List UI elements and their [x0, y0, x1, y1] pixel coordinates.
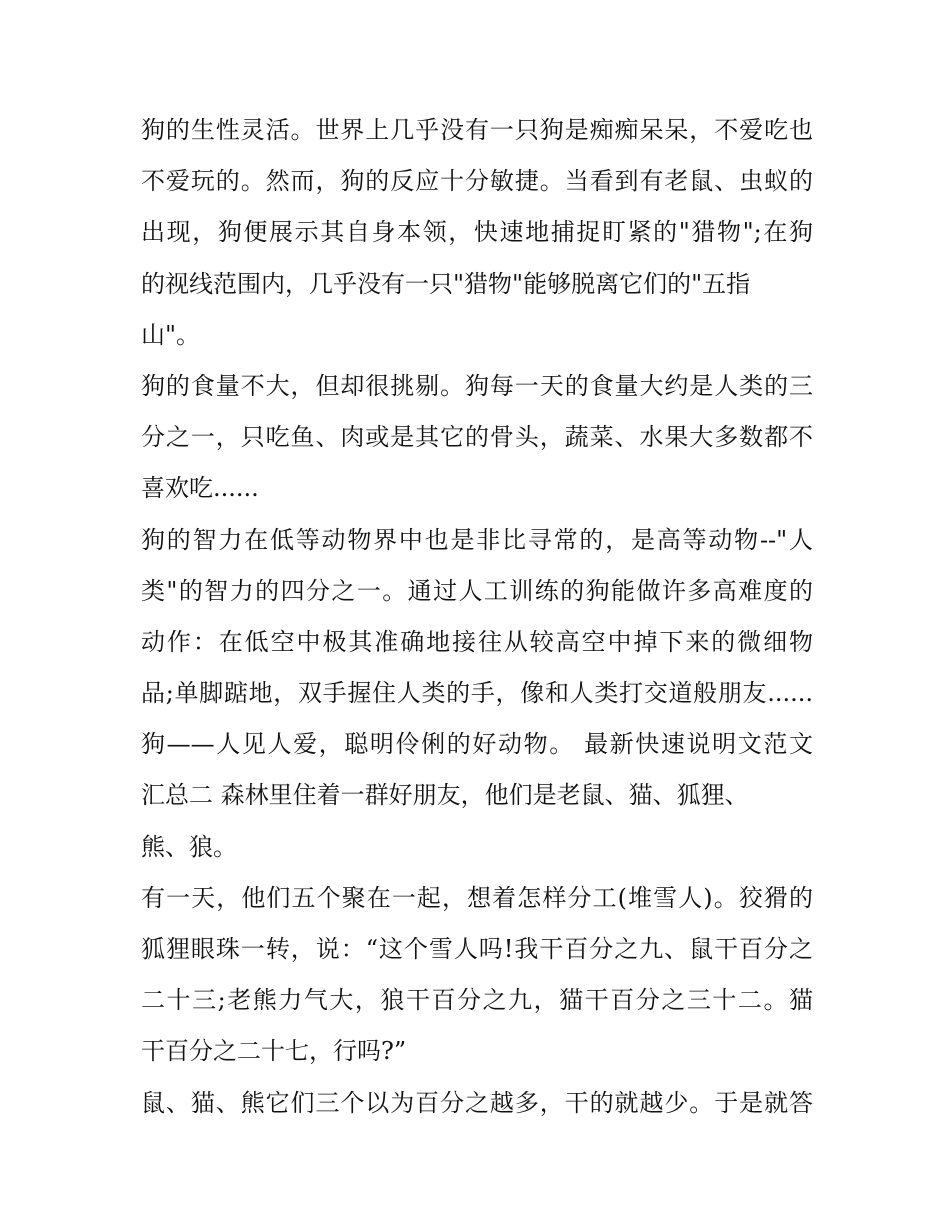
text-line: 品;单脚踮地，双手握住人类的手，像和人类打交道般朋友......	[141, 679, 813, 708]
text-line: 熊、狼。	[141, 832, 237, 861]
document-body	[141, 105, 813, 1129]
text-line: 类"的智力的四分之一。通过人工训练的狗能做许多高难度的	[141, 576, 813, 605]
text-line: 的视线范围内，几乎没有一只"猎物"能够脱离它们的"五指	[141, 269, 751, 298]
text-line: 狗的生性灵活。世界上几乎没有一只狗是痴痴呆呆，不爱吃也	[141, 116, 813, 144]
text-line: 鼠、猫、熊它们三个以为百分之越多，干的就越少。于是就答	[141, 1088, 813, 1117]
text-line: 分之一，只吃鱼、肉或是其它的骨头，蔬菜、水果大多数都不	[141, 423, 813, 452]
text-line: 狗的食量不大，但却很挑剔。狗每一天的食量大约是人类的三	[141, 371, 813, 400]
text-line: 狐狸眼珠一转，说：“这个雪人吗!我干百分之九、鼠干百分之	[141, 935, 813, 963]
text-line: 不爱玩的。然而，狗的反应十分敏捷。当看到有老鼠、虫蚁的	[141, 167, 813, 196]
text-line: 出现，狗便展示其自身本领，快速地捕捉盯紧的"猎物";在狗	[141, 218, 813, 247]
text-line: 喜欢吃......	[141, 474, 259, 503]
text-line: 动作：在低空中极其准确地接往从较高空中掉下来的微细物	[141, 627, 813, 656]
text-line: 干百分之二十七，行吗?”	[141, 1037, 407, 1066]
text-line: 山"。	[141, 320, 201, 349]
text-line: 二十三;老熊力气大，狼干百分之九，猫干百分之三十二。猫	[141, 986, 813, 1015]
text-line: 有一天，他们五个聚在一起，想着怎样分工(堆雪人)。狡猾的	[141, 883, 813, 912]
text-line: 狗——人见人爱，聪明伶俐的好动物。 最新快速说明文范文	[141, 730, 813, 759]
text-line: 狗的智力在低等动物界中也是非比寻常的，是高等动物--"人	[141, 525, 813, 554]
text-line: 汇总二 森林里住着一群好朋友，他们是老鼠、猫、狐狸、	[141, 781, 749, 810]
